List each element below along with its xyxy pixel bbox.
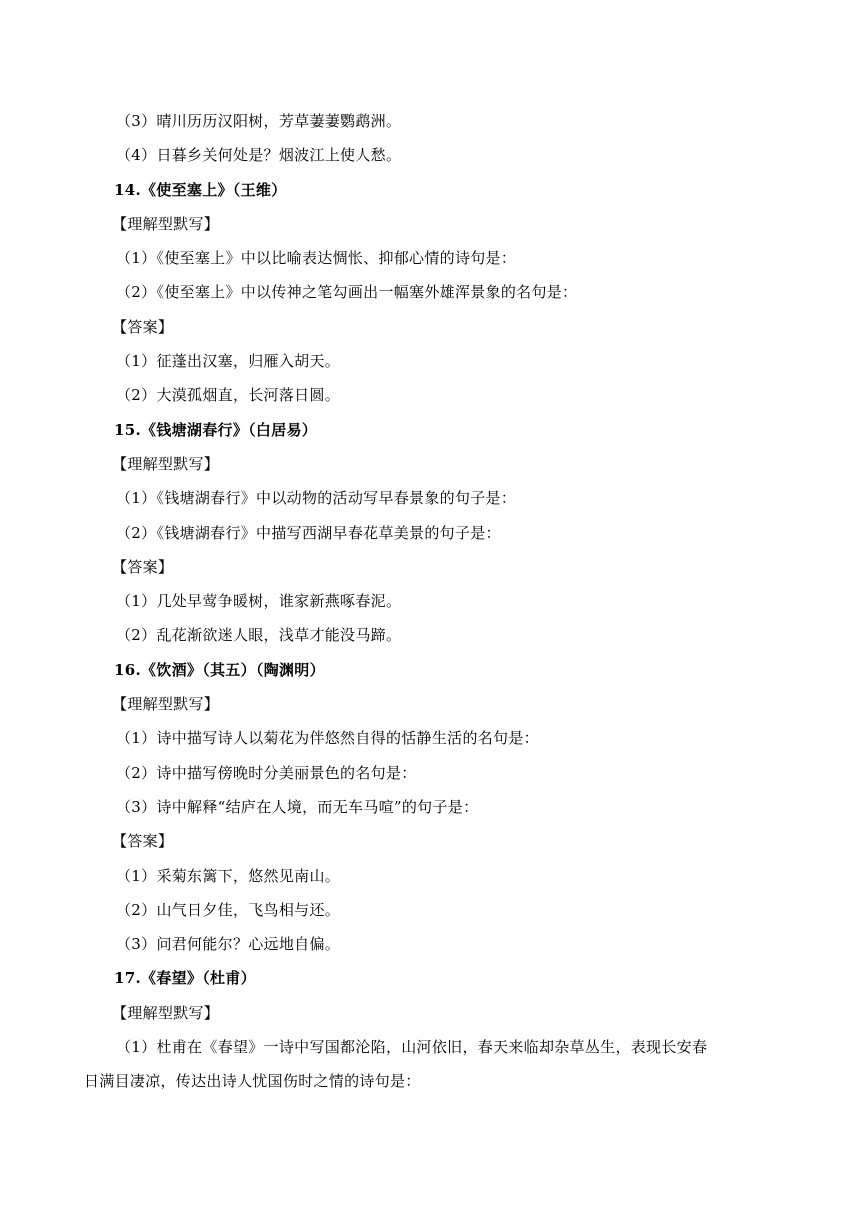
text-line: （1）征蓬出汉塞，归雁入胡天。 bbox=[116, 352, 341, 371]
section-heading: 15.《钱塘湖春行》（白居易） bbox=[114, 420, 318, 439]
text-line: （4）日暮乡关何处是？烟波江上使人愁。 bbox=[116, 146, 402, 165]
text-line: （2）诗中描写傍晚时分美丽景色的名句是： bbox=[116, 763, 417, 782]
question-line: （1）杜甫在《春望》一诗中写国都沦陷，山河依旧，春天来临却杂草丛生，表现长安春 bbox=[116, 1038, 708, 1057]
text-line: （1）《钱塘湖春行》中以动物的活动写早春景象的句子是： bbox=[116, 489, 517, 508]
text-line: （2）乱花渐欲迷人眼，浅草才能没马蹄。 bbox=[116, 626, 402, 645]
text-line: （1）几处早莺争暖树，谁家新燕啄春泥。 bbox=[116, 592, 402, 611]
section-heading: 14.《使至塞上》（王维） bbox=[114, 180, 287, 199]
section-heading: 17.《春望》（杜甫） bbox=[114, 969, 256, 988]
question-line-continued: 日满目凄凉，传达出诗人忧国伤时之情的诗句是： bbox=[84, 1072, 421, 1091]
text-line: （2）大漠孤烟直，长河落日圆。 bbox=[116, 386, 341, 405]
section-label: 【理解型默写】 bbox=[112, 454, 220, 473]
text-line: （2）山气日夕佳，飞鸟相与还。 bbox=[116, 900, 341, 919]
section-label: 【答案】 bbox=[112, 557, 174, 576]
text-line: （2）《钱塘湖春行》中描写西湖早春花草美景的句子是： bbox=[116, 523, 501, 542]
text-line: （3）问君何能尔？心远地自偏。 bbox=[116, 935, 341, 954]
text-line: （3）诗中解释“结庐在人境，而无车马喧”的句子是： bbox=[116, 797, 479, 816]
section-label: 【答案】 bbox=[112, 832, 174, 851]
document-page bbox=[0, 104, 860, 1099]
section-heading: 16.《饮酒》（其五）（陶渊明） bbox=[114, 660, 325, 679]
text-line: （2）《使至塞上》中以传神之笔勾画出一幅塞外雄浑景象的名句是： bbox=[116, 283, 578, 302]
section-label: 【理解型默写】 bbox=[112, 695, 220, 714]
section-label: 【理解型默写】 bbox=[112, 1003, 220, 1022]
section-label: 【理解型默写】 bbox=[112, 214, 220, 233]
text-line: （1）诗中描写诗人以菊花为伴悠然自得的恬静生活的名句是： bbox=[116, 729, 539, 748]
text-line: （3）晴川历历汉阳树，芳草萋萋鹦鹉洲。 bbox=[116, 112, 402, 130]
text-line: （1）《使至塞上》中以比喻表达惆怅、抑郁心情的诗句是： bbox=[116, 249, 517, 268]
text-line: （1）采菊东篱下，悠然见南山。 bbox=[116, 866, 341, 885]
section-label: 【答案】 bbox=[112, 317, 174, 336]
